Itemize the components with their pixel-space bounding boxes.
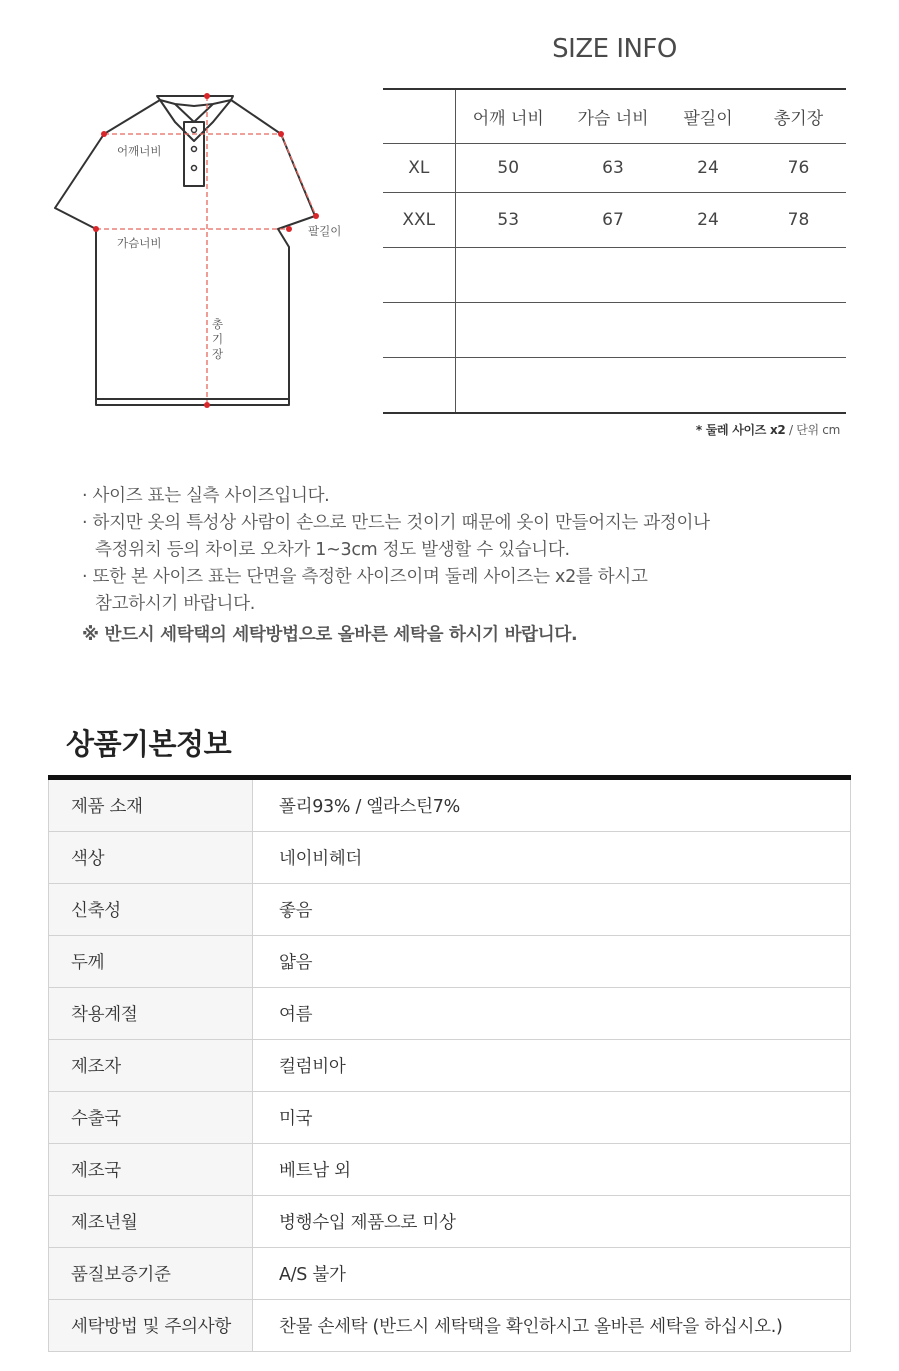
info-label: 두께 [49,936,253,988]
size-value-sleeve: 24 [665,193,751,248]
info-label: 제조국 [49,1144,253,1196]
note-line: · 사이즈 표는 실측 사이즈입니다. [82,486,330,506]
size-value-length: 76 [751,144,846,193]
measure-dots [93,93,319,408]
size-notes [82,483,710,649]
size-table-header-sleeve: 팔길이 [665,89,751,144]
size-value-chest: 63 [561,144,665,193]
size-table-header-shoulder: 어깨 너비 [455,89,561,144]
info-value: 좋음 [253,884,851,936]
basic-info-title: 상품기본정보 [66,727,232,761]
size-value-sleeve: 24 [665,144,751,193]
info-label: 신축성 [49,884,253,936]
info-row [49,1248,851,1300]
info-value: 폴리93% / 엘라스틴7% [253,778,851,832]
shirt-outline [55,96,315,405]
size-table-row [383,193,846,248]
size-table-header-corner [383,89,455,144]
info-row [49,936,851,988]
size-table-header-row [383,89,846,144]
info-row [49,1040,851,1092]
size-label: XXL [383,193,455,248]
shirt-size-diagram [50,90,360,410]
info-value: 미국 [253,1092,851,1144]
size-table-footnote [696,421,840,438]
info-label: 착용계절 [49,988,253,1040]
info-value: 베트남 외 [253,1144,851,1196]
size-value-length: 78 [751,193,846,248]
size-table-empty-row [383,248,846,303]
total-length-label-1: 총 [212,317,224,331]
chest-width-label: 가슴너비 [117,236,162,250]
note-line: 참고하시기 바랍니다. [95,594,255,614]
info-row [49,988,851,1040]
basic-info-table [48,775,851,1352]
info-value: 얇음 [253,936,851,988]
info-row [49,1300,851,1352]
size-table-header-length: 총기장 [751,89,846,144]
size-table-empty-row [383,358,846,414]
size-value-shoulder: 53 [455,193,561,248]
info-value: 찬물 손세탁 (반드시 세탁택을 확인하시고 올바른 세탁을 하십시오.) [253,1300,851,1352]
info-row [49,1092,851,1144]
info-row [49,1144,851,1196]
size-value-chest: 67 [561,193,665,248]
note-line: 측정위치 등의 차이로 오차가 1~3cm 정도 발생할 수 있습니다. [95,540,570,560]
circumference-note: * 둘레 사이즈 x2 [695,423,786,437]
info-label: 제품 소재 [49,778,253,832]
size-table-row [383,144,846,193]
info-value: 병행수입 제품으로 미상 [253,1196,851,1248]
info-value: A/S 불가 [253,1248,851,1300]
size-info-title: SIZE INFO [552,34,677,64]
sleeve-length-label: 팔길이 [308,224,342,238]
info-value: 네이비헤더 [253,832,851,884]
info-label: 수출국 [49,1092,253,1144]
size-table-header-chest: 가슴 너비 [561,89,665,144]
info-row [49,1196,851,1248]
note-line: · 하지만 옷의 특성상 사람이 손으로 만드는 것이기 때문에 옷이 만들어지는 과정이나 [82,513,710,533]
measure-lines [96,96,316,405]
info-label: 품질보증기준 [49,1248,253,1300]
size-table [383,88,846,414]
size-value-shoulder: 50 [455,144,561,193]
total-length-label-2: 기 [212,332,224,346]
note-line: · 또한 본 사이즈 표는 단면을 측정한 사이즈이며 둘레 사이즈는 x2를 하시고 [82,567,648,587]
info-label: 제조년월 [49,1196,253,1248]
info-value: 여름 [253,988,851,1040]
info-value: 컬럼비아 [253,1040,851,1092]
unit-note: / 단위 cm [785,423,840,437]
shoulder-width-label: 어깨너비 [117,144,162,158]
info-row [49,884,851,936]
info-row [49,832,851,884]
total-length-label-3: 장 [212,347,224,361]
size-label: XL [383,144,455,193]
washing-warning: ※ 반드시 세탁택의 세탁방법으로 올바른 세탁을 하시기 바랍니다. [82,625,578,645]
info-label: 제조자 [49,1040,253,1092]
size-table-empty-row [383,303,846,358]
info-row [49,778,851,832]
info-label: 세탁방법 및 주의사항 [49,1300,253,1352]
info-label: 색상 [49,832,253,884]
